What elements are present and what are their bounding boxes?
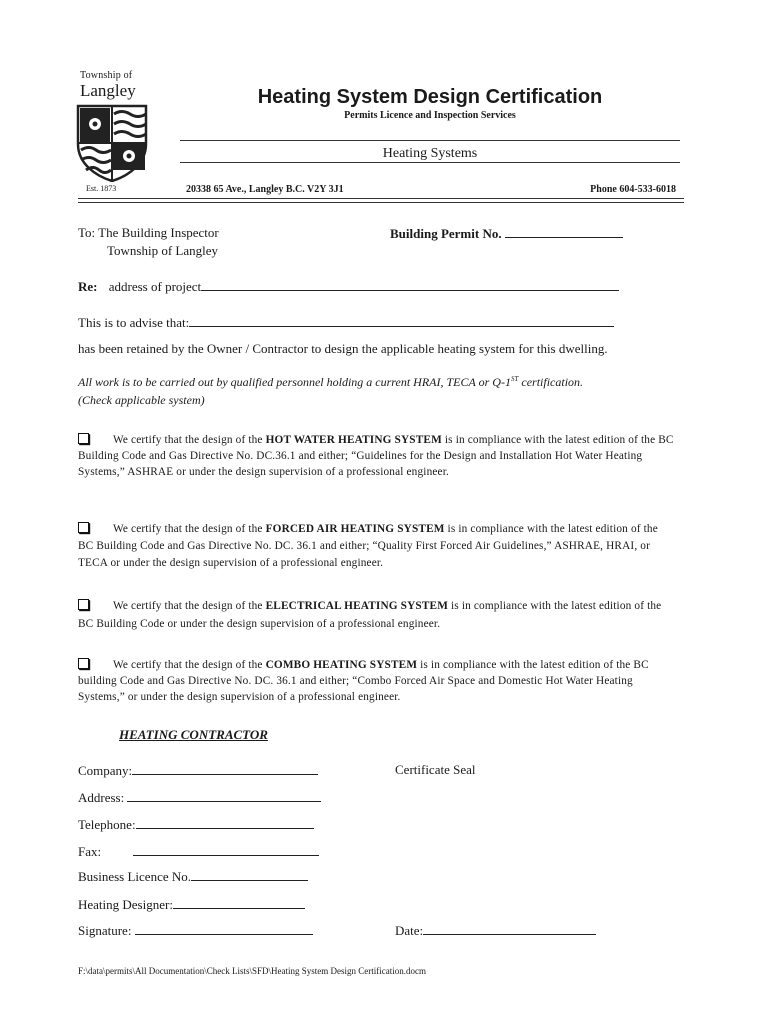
cert-electrical-system: ELECTRICAL HEATING SYSTEM [265, 600, 449, 612]
date-blank[interactable] [423, 922, 596, 935]
cert-hot-water-system: HOT WATER HEATING SYSTEM [265, 434, 442, 446]
cert-forced-air-system: FORCED AIR HEATING SYSTEM [265, 523, 445, 535]
header-rule-top [180, 140, 680, 141]
logo-township-of: Township of [80, 70, 133, 81]
combo-checkbox[interactable] [78, 658, 89, 669]
cert-combo-system: COMBO HEATING SYSTEM [265, 659, 418, 671]
township-logo [76, 70, 146, 193]
telephone-field[interactable] [78, 816, 314, 833]
forced-air-checkbox[interactable] [78, 522, 89, 533]
advise-label: This is to advise that: [78, 315, 190, 330]
advise-field[interactable] [78, 314, 614, 331]
project-address-label: address of project [108, 279, 202, 294]
re-label: Re: [78, 279, 98, 294]
company-field[interactable] [78, 762, 318, 779]
signature-blank[interactable] [135, 922, 313, 935]
fax-blank[interactable] [133, 843, 319, 856]
check-note: (Check applicable system) [78, 393, 205, 407]
telephone-blank[interactable] [136, 816, 314, 829]
address-field[interactable] [78, 789, 321, 806]
header-rule-double [78, 198, 684, 203]
hot-water-checkbox[interactable] [78, 433, 89, 444]
business-licence-field[interactable] [78, 868, 308, 885]
signature-field[interactable] [78, 922, 313, 939]
cert-forced-air [78, 521, 676, 572]
project-address-field[interactable] [78, 278, 619, 295]
header-rule-middle [180, 162, 680, 163]
heating-contractor-heading: HEATING CONTRACTOR [119, 727, 268, 742]
project-address-blank[interactable] [201, 278, 619, 291]
building-permit-field[interactable] [390, 225, 623, 242]
business-licence-blank[interactable] [191, 868, 308, 881]
qualification-note [78, 375, 678, 390]
section-title: Heating Systems [382, 146, 478, 161]
cert-electrical-pre: We certify that the design of the [113, 600, 266, 612]
office-phone: Phone 604-533-6018 [590, 184, 676, 195]
date-field[interactable] [395, 922, 596, 939]
to-line-1: To: The Building Inspector [78, 225, 219, 240]
cert-hot-water-pre: We certify that the design of the [113, 434, 266, 446]
company-blank[interactable] [132, 762, 318, 775]
company-label: Company: [78, 763, 133, 778]
to-line-2: Township of Langley [107, 243, 219, 258]
telephone-label: Telephone: [78, 817, 136, 832]
building-permit-label: Building Permit No. [390, 226, 502, 241]
cert-hot-water-post: is in compliance with the latest edition of the BC Building Code and Gas Directive No. DC.36.1 and either; “Guidelines for the Design and Installation Hot Water Heating Systems,” ASHRAE or under the design supervision of a professional engineer. [78, 434, 674, 478]
heating-designer-field[interactable] [78, 896, 305, 913]
business-licence-label: Business Licence No. [78, 869, 192, 884]
address-blank[interactable] [127, 789, 321, 802]
cert-electrical-post: is in compliance with the latest edition of the BC Building Code or under the design supervision of a professional engineer. [78, 600, 662, 630]
advise-blank[interactable] [189, 314, 614, 327]
qualification-note-end: certification. [518, 375, 584, 389]
fax-label: Fax: [78, 844, 102, 859]
cert-combo-post: is in compliance with the latest edition of the BC building Code and Gas Directive No. DC. 36.1 and either; “Combo Forced Air Space and Domestic Hot Water Heating Systems,” or under the design supervision of a professional engineer. [78, 659, 649, 703]
qualification-note-sup: ST [510, 375, 519, 383]
logo-langley: Langley [80, 81, 136, 100]
cert-combo [78, 657, 680, 705]
cert-forced-air-post: is in compliance with the latest edition of the BC Building Code and Gas Directive No. DC. 36.1 and either; “Quality First Forced Air Guidelines,” ASHRAE, HRAI, or TECA or under the design supervision of a professional engineer. [78, 523, 658, 569]
address-label: Address: [78, 790, 125, 805]
signature-label: Signature: [78, 923, 132, 938]
cert-forced-air-pre: We certify that the design of the [113, 523, 266, 535]
fax-field[interactable] [78, 843, 319, 860]
qualification-note-text: All work is to be carried out by qualified personnel holding a current HRAI, TECA or Q-1 [78, 375, 511, 389]
cert-hot-water [78, 432, 676, 480]
certificate-seal-label: Certificate Seal [395, 762, 476, 777]
electrical-checkbox[interactable] [78, 599, 89, 610]
cert-combo-pre: We certify that the design of the [113, 659, 266, 671]
document-subtitle: Permits Licence and Inspection Services [344, 110, 516, 121]
building-permit-blank[interactable] [505, 225, 623, 238]
heating-designer-blank[interactable] [173, 896, 305, 909]
crest-shield-icon [76, 104, 148, 182]
logo-est-year: Est. 1873 [86, 184, 117, 193]
heating-designer-label: Heating Designer: [78, 897, 173, 912]
office-address: 20338 65 Ave., Langley B.C. V2Y 3J1 [186, 184, 344, 195]
cert-electrical [78, 597, 676, 633]
retained-text: has been retained by the Owner / Contractor to design the applicable heating system for this dwelling. [78, 341, 608, 356]
file-path-footer: F:\data\permits\All Documentation\Check Lists\SFD\Heating System Design Certification.docm [78, 966, 426, 976]
document-title: Heating System Design Certification [257, 86, 603, 108]
date-label: Date: [395, 923, 424, 938]
